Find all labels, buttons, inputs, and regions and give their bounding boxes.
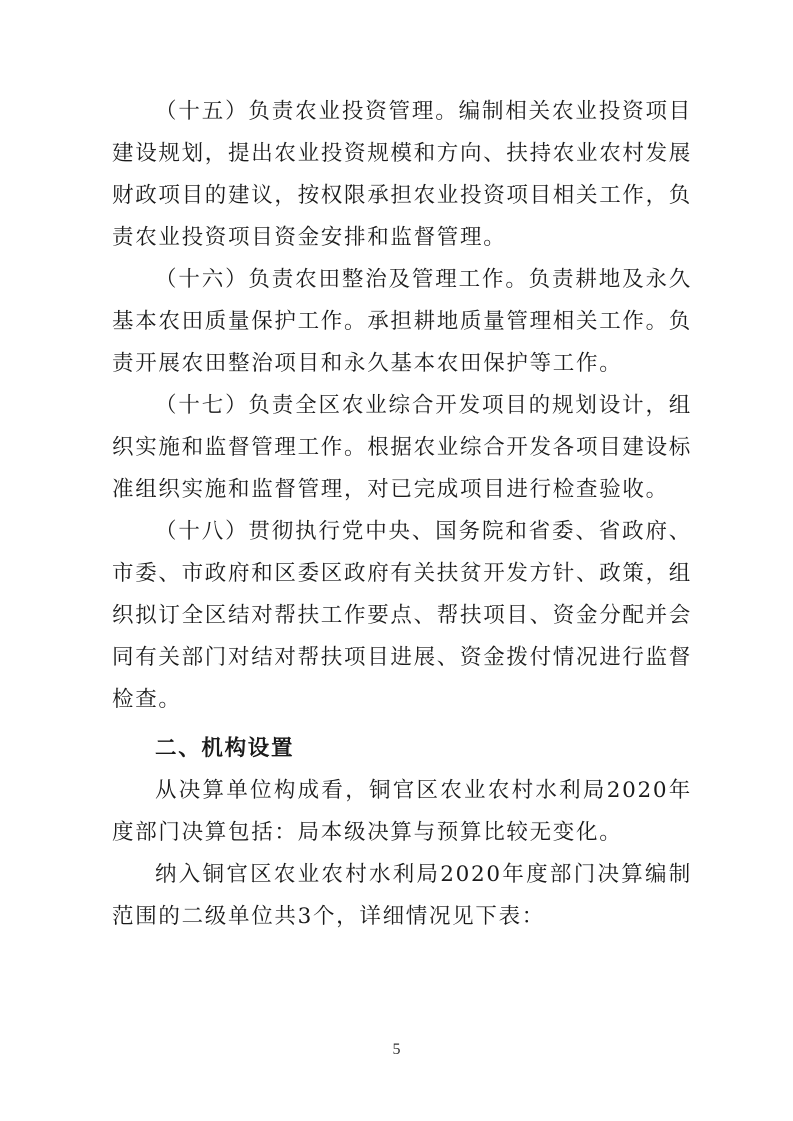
paragraph-duty-17: （十七）负责全区农业综合开发项目的规划设计，组织实施和监督管理工作。根据农业综合开发各项目建设标准组织实施和监督管理，对已完成项目进行检查验收。 [112, 393, 693, 502]
duties-section [112, 91, 692, 721]
section-heading: 二、机构设置 [155, 736, 295, 761]
paragraph-budget-composition: 从决算单位构成看，铜官区农业农村水利局2020年度部门决算包括：局本级决算与预算比较无变化。 [112, 778, 692, 845]
paragraph-duty-16: （十六）负责农田整治及管理工作。负责耕地及永久基本农田质量保护工作。承担耕地质量管理相关工作。负责开展农田整治项目和永久基本农田保护等工作。 [112, 267, 693, 376]
paragraph-duty-15: （十五）负责农业投资管理。编制相关农业投资项目建设规划，提出农业投资规模和方向、扶持农业农村发展财政项目的建议，按权限承担农业投资项目相关工作，负责农业投资项目资金安排和监督管理。 [112, 99, 693, 250]
paragraph-secondary-units: 纳入铜官区农业农村水利局2020年度部门决算编制范围的二级单位共3个，详细情况见下表： [112, 862, 692, 929]
page-number: 5 [392, 1041, 401, 1058]
paragraph-duty-18: （十八）贯彻执行党中央、国务院和省委、省政府、市委、市政府和区委区政府有关扶贫开发方针、政策，组织拟订全区结对帮扶工作要点、帮扶项目、资金分配并会同有关部门对结对帮扶项目进展、资金拨付情况进行监督检查。 [112, 519, 693, 712]
organization-section [112, 770, 692, 938]
